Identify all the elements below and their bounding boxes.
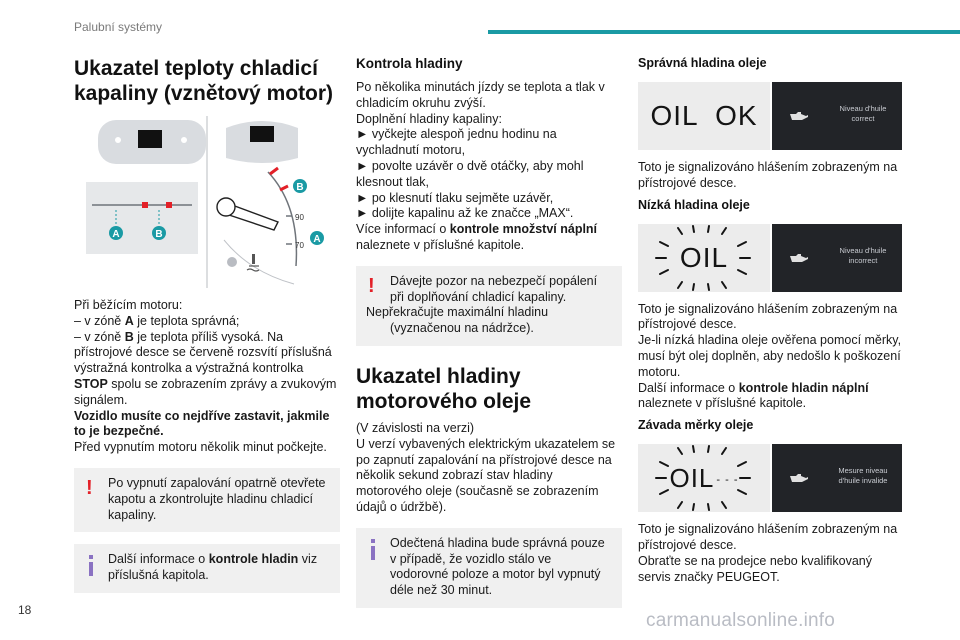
oil-ok-text: OIL OK — [650, 100, 758, 131]
oil-low-heading: Nízká hladina oleje — [638, 197, 750, 212]
cluster-left-dot2 — [181, 137, 187, 143]
dipstick-fault-text-desc — [638, 522, 902, 585]
oil-ok-gauge — [638, 82, 770, 150]
dipstick-line2: Obraťte se na prodejce nebo kvalifikovaný servis značky PEUGEOT. — [638, 553, 872, 584]
oil-gauge-text — [356, 421, 622, 516]
version-note: (V závislosti na verzi) — [356, 420, 475, 435]
oil-low-text-desc — [638, 302, 902, 413]
oil-low-line1: Toto je signalizováno hlášením zobrazeným na přístrojové desce. — [638, 301, 898, 332]
oil-low-more-prefix: Další informace o — [638, 380, 739, 395]
warning-icon: ! — [368, 274, 375, 297]
bar-gauge-panel — [86, 182, 198, 254]
coolant-zones-text — [74, 298, 340, 456]
oil-can-icon — [788, 472, 810, 484]
cluster-left-dot1 — [115, 137, 121, 143]
column-level-check — [356, 56, 622, 608]
oil-low-screen — [772, 224, 902, 292]
oil-gauge-desc: U verzí vybavených elektrickým ukazatelem se po zapnutí zapalování na přístrojové desce na několik sekund zobrazí stav hladiny motorového oleje (současně se zobrazením údajů o údržbě). — [356, 436, 616, 514]
dipstick-fault-gauge — [638, 444, 770, 512]
coolant-gauge-figure — [74, 116, 340, 288]
burn-warning-line2: Nepřekračujte maximální hladinu (vyznačenou na nádržce). — [366, 305, 549, 336]
dial-label-90: 90 — [295, 213, 304, 222]
oil-low-more-suffix: naleznete v příslušné kapitole. — [638, 396, 807, 411]
cluster-right-screen — [250, 126, 274, 142]
coolant-gauge-heading: Ukazatel teploty chladicí kapaliny (vznětový motor) — [74, 57, 334, 105]
zone-b-letter: B — [124, 329, 134, 344]
stop-label: STOP — [74, 376, 108, 391]
level-check-text — [356, 80, 622, 254]
burn-warning-text — [366, 273, 612, 337]
oil-low-gauge — [638, 224, 770, 292]
oil-ok-heading: Správná hladina oleje — [638, 56, 767, 70]
levels-info-text — [108, 552, 330, 584]
more-prefix: Více informací o — [356, 222, 450, 237]
pressure-text: Po několika minutách jízdy se teplota a tlak v chladicím okruhu zvýší. — [356, 80, 605, 110]
step-cooldown: ► vyčkejte alespoň jednu hodinu na vychladnutí motoru, — [356, 127, 557, 158]
warning-box-burn — [356, 266, 622, 346]
step-fill-max: ► dolijte kapalinu až ke značce „MAX“. — [356, 206, 574, 221]
topup-intro: Doplnění hladiny kapaliny: — [356, 111, 502, 126]
header-accent-bar — [488, 30, 960, 34]
dipstick-fault-screen — [772, 444, 902, 512]
dipstick-line1: Toto je signalizováno hlášením zobrazeným na přístrojové desce. — [638, 522, 898, 552]
stop-vehicle-warning: Vozidlo musíte co nejdříve zastavit, jakmile to je bezpečné. — [74, 408, 330, 439]
wait-before-stop: Před vypnutím motoru několik minut počkejte. — [74, 440, 327, 455]
running-engine-intro: Při běžícím motoru: — [74, 298, 183, 312]
zone-a-label-left: A — [112, 229, 120, 240]
column-oil-states — [638, 56, 902, 585]
more-bold: kontrole množství náplní — [449, 222, 598, 237]
dial-needle-hub — [217, 198, 235, 216]
zone-a-prefix: – v zóně — [74, 313, 125, 328]
warning-icon: ! — [86, 476, 93, 499]
oil-low-more-bold: kontrole hladin náplní — [738, 380, 869, 395]
cluster-left-screen — [138, 130, 162, 148]
dial-hot-tick-1 — [270, 168, 278, 174]
dial-label-70: 70 — [295, 241, 304, 250]
hood-warning-text: Po vypnutí zapalování opatrně otevřete kapotu a zkontrolujte hladinu chladicí kapaliny. — [108, 475, 326, 522]
oil-ok-message: Niveau d'huile correct — [839, 104, 887, 123]
zone-a-letter: A — [124, 313, 134, 328]
zone-b-end: spolu se zobrazením zprávy a zvukovým signálem. — [74, 376, 337, 407]
section-title: Palubní systémy — [74, 20, 163, 34]
zone-b-label-left: B — [155, 229, 163, 240]
watermark: carmanualsonline.info — [646, 610, 836, 631]
dipstick-fault-display — [638, 444, 902, 512]
dipstick-fault-text — [638, 444, 770, 512]
oil-low-text: OIL — [679, 241, 729, 273]
dipstick-fault-heading: Závada měrky oleje — [638, 418, 754, 433]
column-coolant-gauge — [74, 56, 340, 593]
oil-ok-display — [638, 82, 902, 150]
info-box-levels — [74, 544, 340, 593]
page-number: 18 — [18, 603, 32, 617]
warning-box-hood — [74, 468, 340, 532]
more-suffix: naleznete v příslušné kapitole. — [356, 237, 525, 252]
oil-ok-text-desc: Toto je signalizováno hlášením zobrazeným na přístrojové desce. — [638, 160, 898, 190]
oil-ok-screen — [772, 82, 902, 150]
dial-indicator-dot — [227, 257, 237, 267]
zone-b-prefix: – v zóně — [74, 329, 125, 344]
level-check-heading: Kontrola hladiny — [356, 56, 463, 71]
reading-info-text: Odečtená hladina bude správná pouze v případě, že vozidlo stálo ve vodorovné poloze a motor byl vypnutý déle než 30 minut. — [390, 535, 605, 598]
oil-can-icon — [788, 252, 810, 264]
bar-gauge-hot-mark — [142, 202, 148, 208]
step-loosen-cap: ► povolte uzávěr o dvě otáčky, aby mohl klesnout tlak, — [356, 158, 584, 189]
oil-low-line2: Je-li nízká hladina oleje ověřena pomocí měrky, musí být olej doplněn, aby nedošlo k poškození motoru. — [638, 333, 902, 379]
dipstick-oil-word: OIL — [669, 463, 715, 494]
zone-b-desc: je teplota příliš vysoká. Na přístrojové desce se červeně rozsvítí příslušná výstražná kontrolka a výstražná kontrolka — [74, 329, 332, 376]
zone-a-desc: je teplota správná; — [133, 313, 240, 328]
zone-a-label-right: A — [313, 234, 321, 245]
step-remove-cap: ► po klesnutí tlaku sejměte uzávěr, — [356, 190, 554, 205]
info-bold: kontrole hladin — [208, 552, 299, 567]
info-prefix: Další informace o — [108, 552, 209, 567]
info-box-reading — [356, 528, 622, 608]
dial-hot-tick-2 — [280, 186, 288, 190]
info-suffix: viz příslušná kapitola. — [108, 552, 318, 583]
oil-low-message: Niveau d'huile incorrect — [839, 245, 887, 265]
dipstick-fault-message: Mesure niveau d'huile invalide — [838, 466, 888, 486]
burn-warning-line1: Dávejte pozor na nebezpečí popálení při doplňování chladicí kapaliny. — [390, 273, 598, 304]
info-icon — [368, 538, 382, 560]
info-icon — [86, 554, 100, 576]
bar-gauge-hot-mark-2 — [166, 202, 172, 208]
dipstick-dashes: - - - — [716, 474, 739, 487]
dial-scale — [268, 172, 296, 266]
oil-gauge-heading: Ukazatel hladiny motorového oleje — [356, 364, 532, 413]
oil-low-display — [638, 224, 902, 292]
oil-can-icon — [788, 110, 810, 122]
instrument-cluster-illustration — [74, 116, 340, 288]
zone-b-label-right: B — [296, 182, 304, 193]
